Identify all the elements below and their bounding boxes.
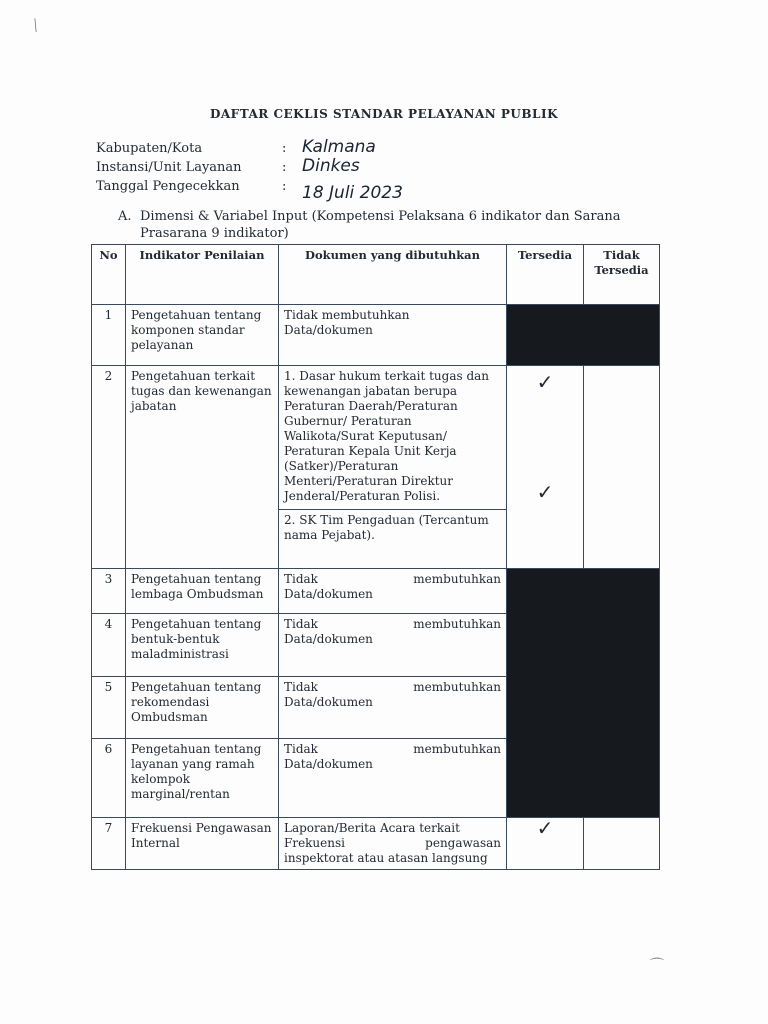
header-indikator: Indikator Penilaian bbox=[126, 245, 279, 305]
table-row: 3 Pengetahuan tentang lembaga Ombudsman Tidak membutuhkan Data/dokumen bbox=[92, 569, 660, 614]
blacked-out-cell bbox=[507, 305, 660, 366]
meta-label: Kabupaten/Kota bbox=[96, 141, 203, 156]
checklist-table bbox=[91, 244, 660, 870]
check-mark: ✓ bbox=[536, 480, 554, 504]
table-row: 4 Pengetahuan tentang bentuk-bentuk maladministrasi Tidak membutuhkan Data/dokumen bbox=[92, 614, 660, 677]
table-row: 6 Pengetahuan tentang layanan yang ramah kelompok marginal/rentan Tidak membutuhkan Data/dokumen bbox=[92, 739, 660, 818]
meta-label: Tanggal Pengecekkan bbox=[96, 179, 240, 194]
check-mark: ✓ bbox=[536, 370, 554, 394]
scan-speck: ⌒ bbox=[650, 958, 664, 974]
document-title: DAFTAR CEKLIS STANDAR PELAYANAN PUBLIK bbox=[209, 107, 559, 121]
header-no: No bbox=[92, 245, 126, 305]
section-letter: A. bbox=[118, 209, 132, 224]
meta-label: Instansi/Unit Layanan bbox=[96, 160, 242, 175]
section-text: Dimensi & Variabel Input (Kompetensi Pelaksana 6 indikator dan Sarana Prasarana 9 indikator) bbox=[140, 209, 621, 241]
header-row bbox=[92, 245, 660, 305]
table-row: 2 Pengetahuan terkait tugas dan kewenangan jabatan 1. Dasar hukum terkait tugas dan kewenangan jabatan berupa Peraturan Daerah/Peraturan Gubernur/ Peraturan Walikota/Surat Keputusan/ Peraturan Kepala Unit Kerja (Satker)/Peraturan Menteri/Peraturan Direktur Jenderal/Peraturan Polisi. 2. SK Tim Pengaduan (Tercantum nama Pejabat). ✓ ✓ bbox=[92, 366, 660, 569]
section-heading bbox=[118, 208, 658, 242]
meta-instansi: Instansi/Unit Layanan : Dinkes bbox=[96, 156, 360, 176]
handwritten-value: 18 Juli 2023 bbox=[302, 183, 403, 203]
header-tidak-tersedia: Tidak Tersedia bbox=[584, 245, 660, 305]
table-row: 1 Pengetahuan tentang komponen standar pelayanan Tidak membutuhkan Data/dokumen bbox=[92, 305, 660, 366]
table-row: 5 Pengetahuan tentang rekomendasi Ombudsman Tidak membutuhkan Data/dokumen bbox=[92, 677, 660, 739]
check-mark: ✓ bbox=[536, 816, 554, 840]
meta-kabupaten: Kabupaten/Kota : Kalmana bbox=[96, 137, 376, 157]
meta-tanggal: Tanggal Pengecekkan : 18 Juli 2023 bbox=[96, 179, 403, 203]
scan-speck: ⟍ bbox=[26, 16, 44, 36]
table-row: 7 Frekuensi Pengawasan Internal Laporan/Berita Acara terkait Frekuensi pengawasan inspektorat atau atasan langsung ✓ bbox=[92, 818, 660, 870]
handwritten-value: Kalmana bbox=[302, 137, 376, 157]
header-tersedia: Tersedia bbox=[507, 245, 584, 305]
blacked-out-cell bbox=[507, 569, 660, 818]
handwritten-value: Dinkes bbox=[302, 156, 360, 176]
header-dokumen: Dokumen yang dibutuhkan bbox=[279, 245, 507, 305]
